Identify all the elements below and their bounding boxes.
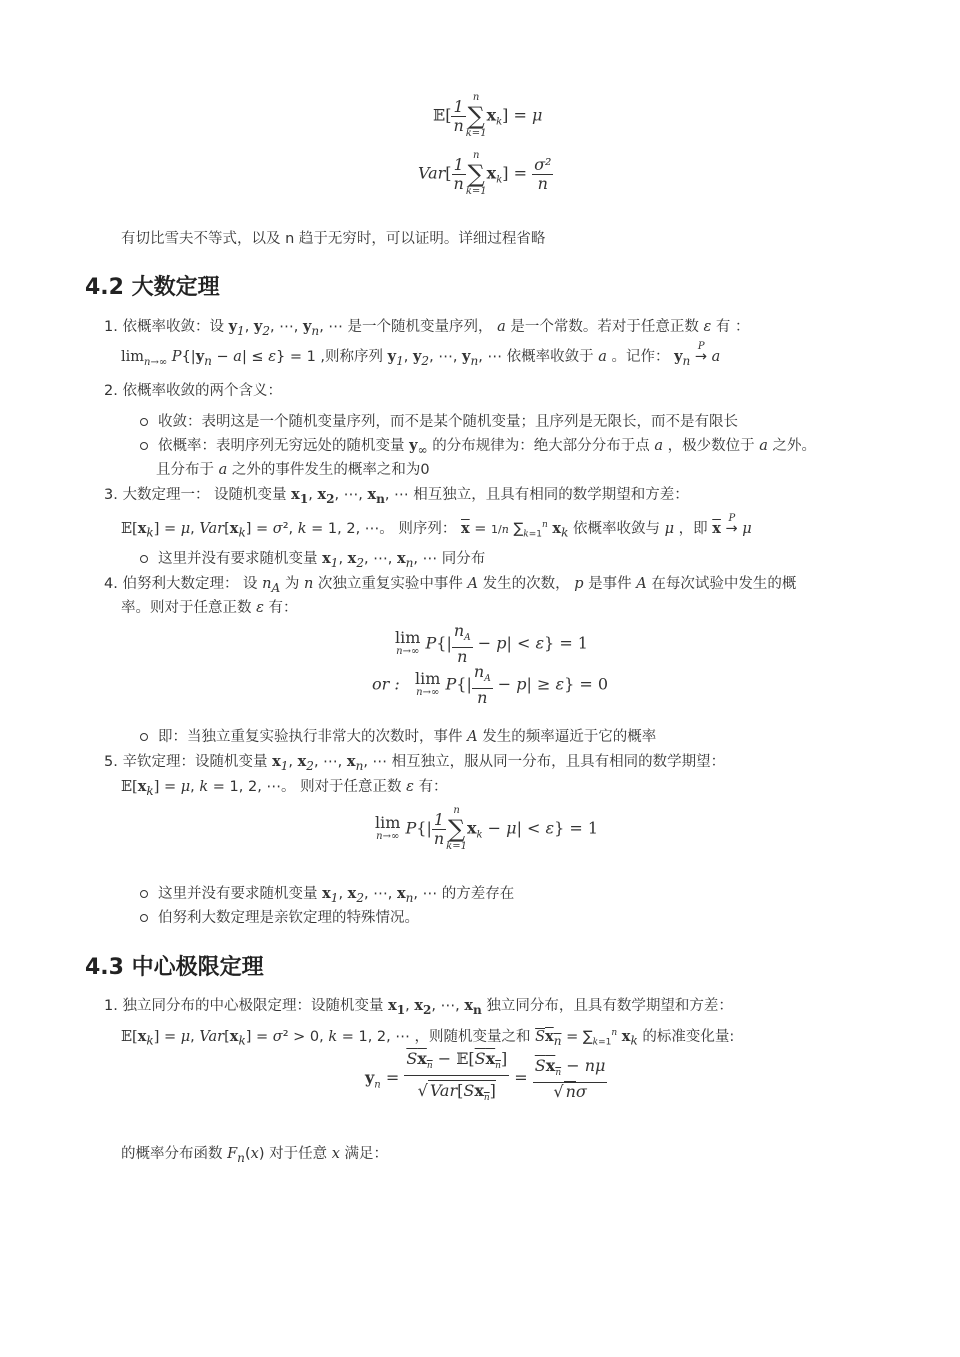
formula-khinchin: lim n→∞ P{| $\frac{1}{n}$ n ∑ k=1 $x_k - \mu| < \varepsilon\} = 1$ — [375, 805, 599, 852]
intro-text: 有切比雪夫不等式，以及 n 趋于无穷时，可以证明。详细过程省略 — [121, 231, 546, 247]
section-title-4-2: 4.2 大数定理 — [85, 275, 220, 300]
item-3-bullet-1: 这里并没有要求随机变量 $x_1$, $x_2$, ⋯, $x_n$, ⋯ 同分布 — [140, 549, 485, 573]
formula-bernoulli-1: lim n→∞ P{| $\frac{n_A}{n}$ − p| < ε} = 1 — [395, 621, 588, 667]
item-4-bullet-1: 即：当独立重复实验执行非常大的次数时，事件 A 发生的频率逼近于它的概率 — [140, 727, 656, 747]
item-1-line2: $\lim_{n\to\infty} P\{|y_n - a| \le \varepsilon\} = 1$ ,则称序列 $y_1$, $y_2$, ⋯, $y_n$, ⋯ 依概率收敛于 a 。记作： $y_n$ P → a — [121, 341, 721, 368]
item-2-label: 2. 依概率收敛的两个含义： — [104, 383, 282, 399]
item-5-line2: $𝔼[x_k] = \mu$, k = 1, 2, ⋯。 则对于任意正数 ε 有： — [121, 778, 448, 798]
item-5-bullet-2: 伯努利大数定理是亲钦定理的特殊情况。 — [140, 908, 419, 928]
item-5-line1: 5. 辛钦定理：设随机变量 $x_1$, $x_2$, ⋯, $x_n$, ⋯ 相互独立，服从同一分布，且具有相同的数学期望： — [104, 753, 726, 773]
item-3-line1: 3. 大数定理一： 设随机变量 $x_1$, $x_2$, ⋯, $x_n$, ⋯ 相互独立，且具有相同的数学期望和方差： — [104, 486, 689, 506]
formula-bernoulli-2: or : lim n→∞ P{| $\frac{n_A}{n}$ − p| ≥ ε} = 0 — [372, 662, 609, 708]
bullet-icon — [140, 442, 148, 450]
bullet-icon — [140, 733, 148, 741]
item-2-bullet-2-line2: 且分布于 a 之外的事件发生的概率之和为0 — [156, 462, 430, 478]
bullet-icon — [140, 890, 148, 898]
clt-final-line: 的概率分布函数 $F_n(x)$ 对于任意 x 满足： — [121, 1146, 388, 1165]
bullet-icon — [140, 914, 148, 922]
item-4-line1: 4. 伯努利大数定理： 设 $n_A$ 为 n 次独立重复实验中事件 A 发生的次数， p 是事件 A 在每次试验中发生的概 — [104, 576, 797, 595]
item-3-line2: $𝔼[x_k] = \mu$, $Var[x_k] = \sigma^2$, k = 1, 2, ⋯。 则序列： $\overline{x} = 1/n$ $\sum_{k=1}^n$ $x_k$ 依概率收敛与 μ ，即 $\overline{x}$ P → μ — [121, 512, 752, 540]
item-2-bullet-2: 依概率：表明序列无穷远处的随机变量 $y_\infty$ 的分布规律为：绝大部分分布于点 a ，极少数位于 a 之外。 — [140, 436, 816, 460]
item-4-line2: 率。则对于任意正数 ε 有： — [121, 600, 298, 616]
clt-line2: $𝔼[x_k] = \mu$, $Var[x_k] = \sigma^2 > 0$, k = 1, 2, ⋯ ，则随机变量之和 $Sx_n = \sum_{k=1}^n$ $x_k$ 的标准变化量: — [121, 1027, 735, 1048]
bullet-icon — [140, 555, 148, 563]
formula-expectation: 𝔼[ $\frac{1}{n}$ n ∑ k=1 $x_k] = \mu$ — [433, 92, 543, 139]
formula-variance: Var[ $\frac{1}{n}$ n ∑ k=1 $x_k$] = $\frac{\text{σ²}}{n}$ — [418, 150, 552, 197]
item-1-line1: 1. 依概率收敛：设 $y_1$, $y_2$, ⋯, $y_n$, ⋯ 是一个随机变量序列， a 是一个常数。若对于任意正数 ε 有 ： — [104, 318, 750, 338]
item-2-bullet-1: 收敛：表明这是一个随机变量序列，而不是某个随机变量；且序列是无限长，而不是有限长 — [140, 412, 738, 432]
bullet-icon — [140, 418, 148, 426]
clt-line1: 1. 独立同分布的中心极限定理：设随机变量 $x_1$, $x_2$, ⋯, $x_n$ 独立同分布，且具有数学期望和方差： — [104, 997, 733, 1017]
section-title-4-3: 4.3 中心极限定理 — [85, 955, 264, 980]
formula-clt: $y_n$ = $\frac{Sx_n - 𝔼[Sx_n]}{√ Var[Sx_n]}$ = $\frac{Sx_n - n\mu}{√ n\sigma}$ — [365, 1049, 606, 1104]
item-5-bullet-1: 这里并没有要求随机变量 $x_1$, $x_2$, ⋯, $x_n$, ⋯ 的方差存在 — [140, 884, 514, 908]
